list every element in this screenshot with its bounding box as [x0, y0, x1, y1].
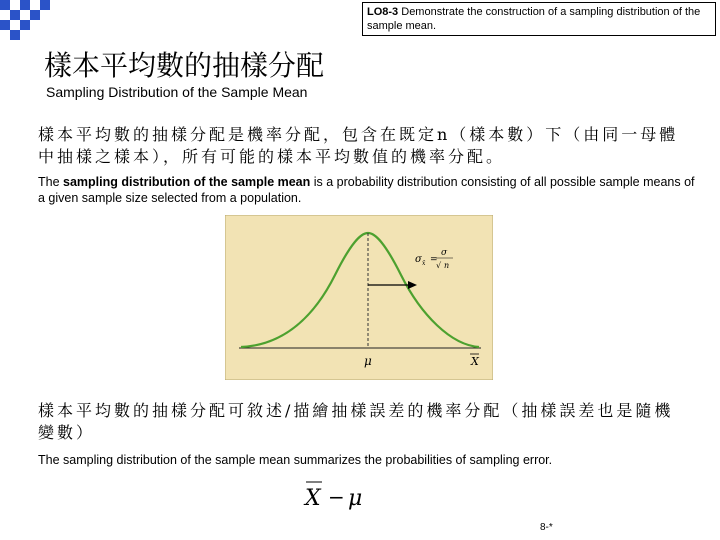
mu-axis-label: μ: [364, 354, 372, 368]
equals-sign: =: [430, 255, 438, 265]
sqrt-symbol: √: [436, 261, 442, 270]
lo-code: LO8-3: [367, 6, 399, 18]
xbar-axis-label: X: [471, 355, 479, 368]
slide-title-chinese: 樣本平均數的抽樣分配: [44, 49, 325, 82]
sigma-numerator: σ: [441, 248, 448, 258]
definition-bold-term: sampling distribution of the sample mean: [63, 175, 311, 189]
formula-minus: −: [328, 485, 345, 509]
definition-english: [38, 174, 698, 206]
normal-distribution-figure: [225, 215, 493, 380]
page-number: 8-*: [540, 522, 553, 533]
sampling-error-chinese: 樣本平均數的抽樣分配可敘述/描繪抽樣誤差的機率分配（抽樣誤差也是隨機變數）: [38, 401, 674, 442]
definition-prefix: The: [38, 175, 64, 189]
learning-objective-box: [362, 2, 716, 36]
definition-chinese: 樣本平均數的抽樣分配是機率分配，包含在既定n（樣本數）下（由同一母體中抽樣之樣本），所有可能的樣本平均數值的機率分配。: [38, 125, 679, 166]
sigma-xbar-label: σ: [415, 254, 422, 265]
figure-background: [225, 215, 493, 380]
lo-text: Demonstrate the construction of a sampling distribution of the sample mean.: [367, 6, 701, 32]
slide-subtitle-english: Sampling Distribution of the Sample Mean: [46, 84, 308, 100]
definition-suffix: is a probability distribution consisting of all possible sample means of a given sample size selected from a population.: [38, 175, 695, 205]
logo-checkerboard-icon: [0, 0, 60, 40]
sigma-subscript: x̄: [422, 260, 426, 267]
formula-mu: μ: [348, 486, 363, 511]
sampling-error-formula: [300, 478, 380, 512]
n-denominator: n: [444, 261, 450, 270]
sampling-error-english: The sampling distribution of the sample mean summarizes the probabilities of sampling error.: [38, 453, 553, 467]
formula-x: X: [305, 486, 321, 511]
